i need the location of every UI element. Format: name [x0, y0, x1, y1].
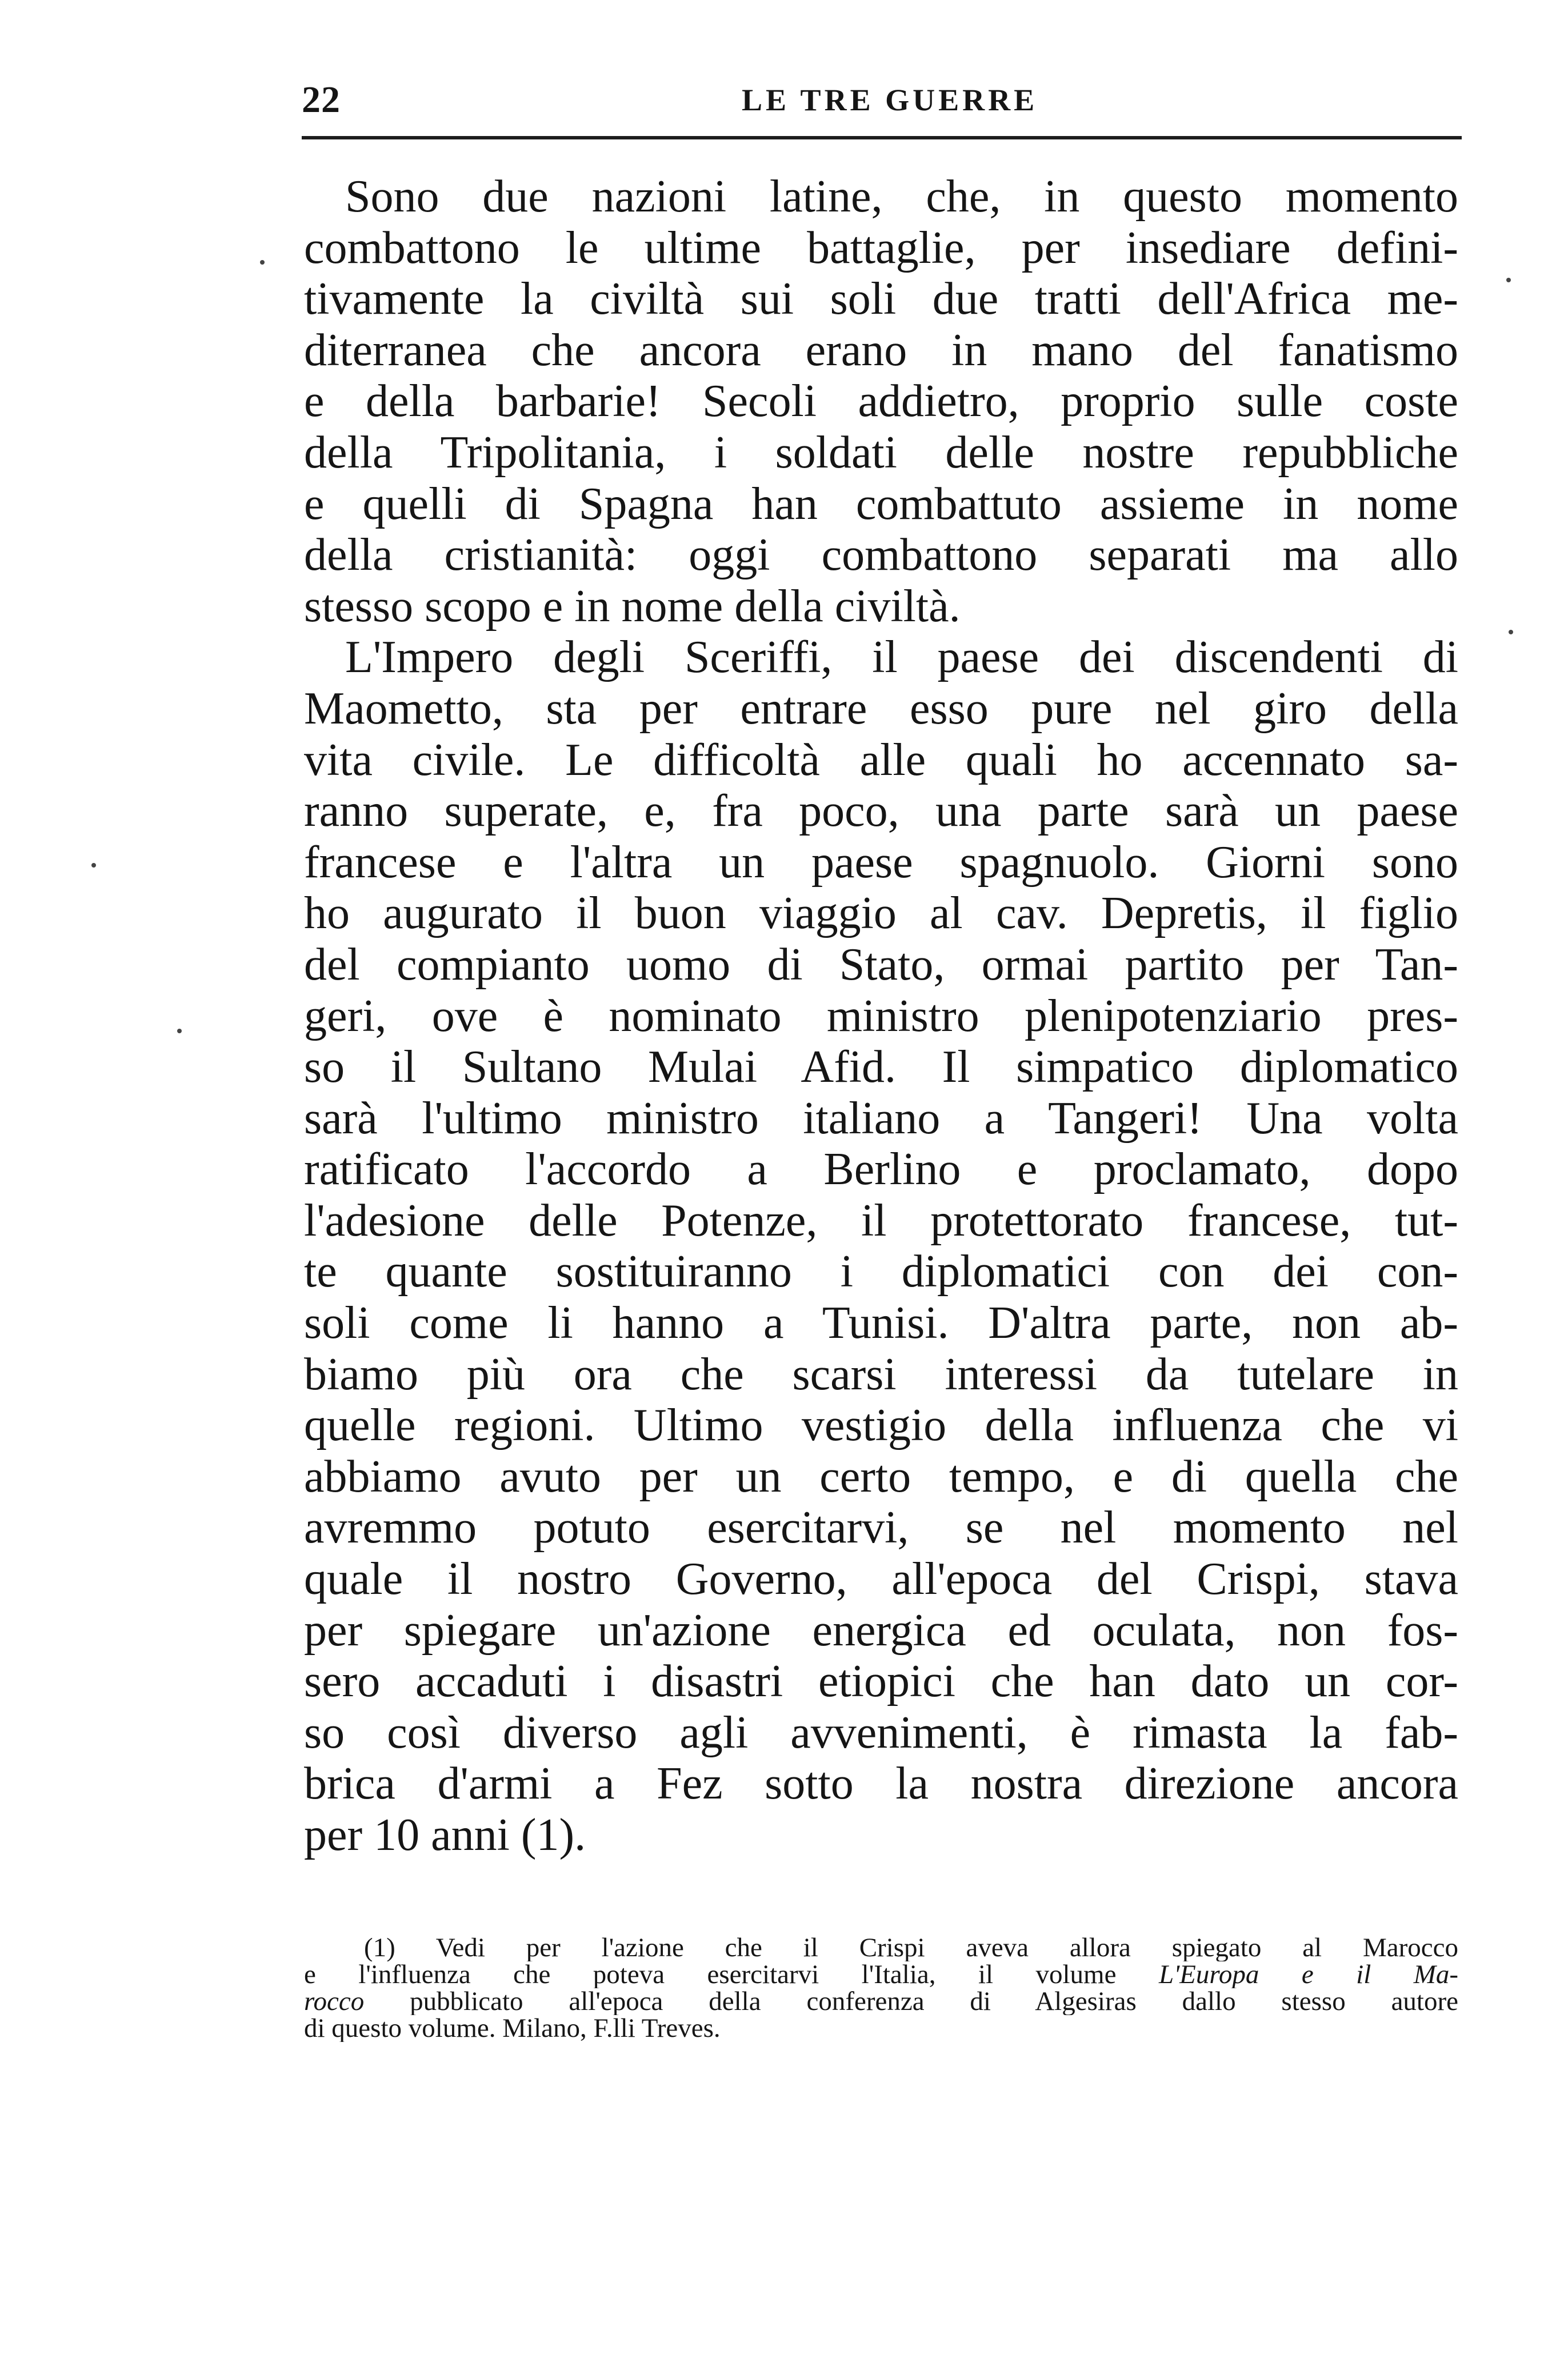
- footnote-line: [304, 1961, 1458, 1988]
- text-line: ranno superate, e, fra poco, una parte sarà un paese: [304, 786, 1458, 837]
- footnote-line: di questo volume. Milano, F.lli Treves.: [304, 2015, 721, 2042]
- scan-speck: [177, 1029, 182, 1033]
- scan-speck: [1509, 630, 1513, 634]
- footnote-line: [304, 1988, 1458, 2015]
- running-title: LE TRE GUERRE: [742, 83, 1038, 117]
- text-line: per 10 anni (1).: [304, 1810, 586, 1860]
- footnote: [304, 1935, 1458, 2042]
- footnote-book-title: rocco: [304, 1988, 365, 2015]
- paragraph-2: [304, 632, 1458, 1861]
- text-line: L'Impero degli Sceriffi, il paese dei discendenti di: [345, 632, 1458, 683]
- text-line: Sono due nazioni latine, che, in questo momento: [345, 171, 1458, 222]
- header-rule: [302, 136, 1462, 139]
- scan-speck: [260, 260, 265, 265]
- text-line: ratificato l'accordo a Berlino e proclamato, dopo: [304, 1144, 1458, 1195]
- scan-speck: [1506, 278, 1511, 282]
- footnote-text: e l'influenza che poteva esercitarvi l'Italia, il volume: [304, 1961, 1159, 1988]
- text-line: combattono le ultime battaglie, per insediare defini-: [304, 222, 1458, 273]
- text-line: so così diverso agli avvenimenti, è rimasta la fab-: [304, 1707, 1458, 1758]
- text-line: geri, ove è nominato ministro plenipotenziario pres-: [304, 990, 1458, 1041]
- text-line: sero accaduti i disastri etiopici che han dato un cor-: [304, 1656, 1458, 1707]
- text-line: e quelli di Spagna han combattuto assieme in nome: [304, 478, 1458, 529]
- page-header: [302, 69, 1462, 131]
- text-line: te quante sostituiranno i diplomatici con dei con-: [304, 1246, 1458, 1297]
- text-line: francese e l'altra un paese spagnuolo. Giorni sono: [304, 837, 1458, 888]
- text-line: biamo più ora che scarsi interessi da tutelare in: [304, 1349, 1458, 1400]
- text-line: so il Sultano Mulai Afid. Il simpatico diplomatico: [304, 1042, 1458, 1093]
- footnote-book-title: L'Europa e il Ma-: [1158, 1961, 1458, 1988]
- text-line: Maometto, sta per entrare esso pure nel giro della: [304, 683, 1458, 734]
- text-line: ho augurato il buon viaggio al cav. Depretis, il figlio: [304, 888, 1458, 939]
- text-line: abbiamo avuto per un certo tempo, e di quella che: [304, 1451, 1458, 1502]
- text-line: diterranea che ancora erano in mano del fanatismo: [304, 325, 1458, 375]
- text-line: per spiegare un'azione energica ed oculata, non fos-: [304, 1605, 1458, 1656]
- page-number: 22: [302, 79, 341, 121]
- text-line: l'adesione delle Potenze, il protettorato francese, tut-: [304, 1195, 1458, 1246]
- text-line: stesso scopo e in nome della civiltà.: [304, 581, 961, 632]
- footnote-text: pubblicato all'epoca della conferenza di Algesiras dallo stesso autore: [364, 1988, 1458, 2015]
- main-text: [304, 171, 1458, 1861]
- text-line: quale il nostro Governo, all'epoca del Crispi, stava: [304, 1554, 1458, 1605]
- text-line: quelle regioni. Ultimo vestigio della influenza che vi: [304, 1400, 1458, 1451]
- scan-speck: [91, 863, 96, 868]
- text-line: della Tripolitania, i soldati delle nostre repubbliche: [304, 427, 1458, 478]
- text-line: avremmo potuto esercitarvi, se nel momento nel: [304, 1502, 1458, 1553]
- text-line: del compianto uomo di Stato, ormai partito per Tan-: [304, 939, 1458, 990]
- text-line: tivamente la civiltà sui soli due tratti dell'Africa me-: [304, 274, 1458, 325]
- footnote-line: (1) Vedi per l'azione che il Crispi aveva allora spiegato al Marocco: [364, 1935, 1458, 1961]
- paragraph-1: [304, 171, 1458, 632]
- text-line: e della barbarie! Secoli addietro, proprio sulle coste: [304, 376, 1458, 427]
- text-line: brica d'armi a Fez sotto la nostra direzione ancora: [304, 1758, 1458, 1809]
- text-line: soli come li hanno a Tunisi. D'altra parte, non ab-: [304, 1298, 1458, 1349]
- text-line: della cristianità: oggi combattono separati ma allo: [304, 530, 1458, 581]
- text-line: sarà l'ultimo ministro italiano a Tangeri! Una volta: [304, 1093, 1458, 1144]
- text-line: vita civile. Le difficoltà alle quali ho accennato sa-: [304, 734, 1458, 785]
